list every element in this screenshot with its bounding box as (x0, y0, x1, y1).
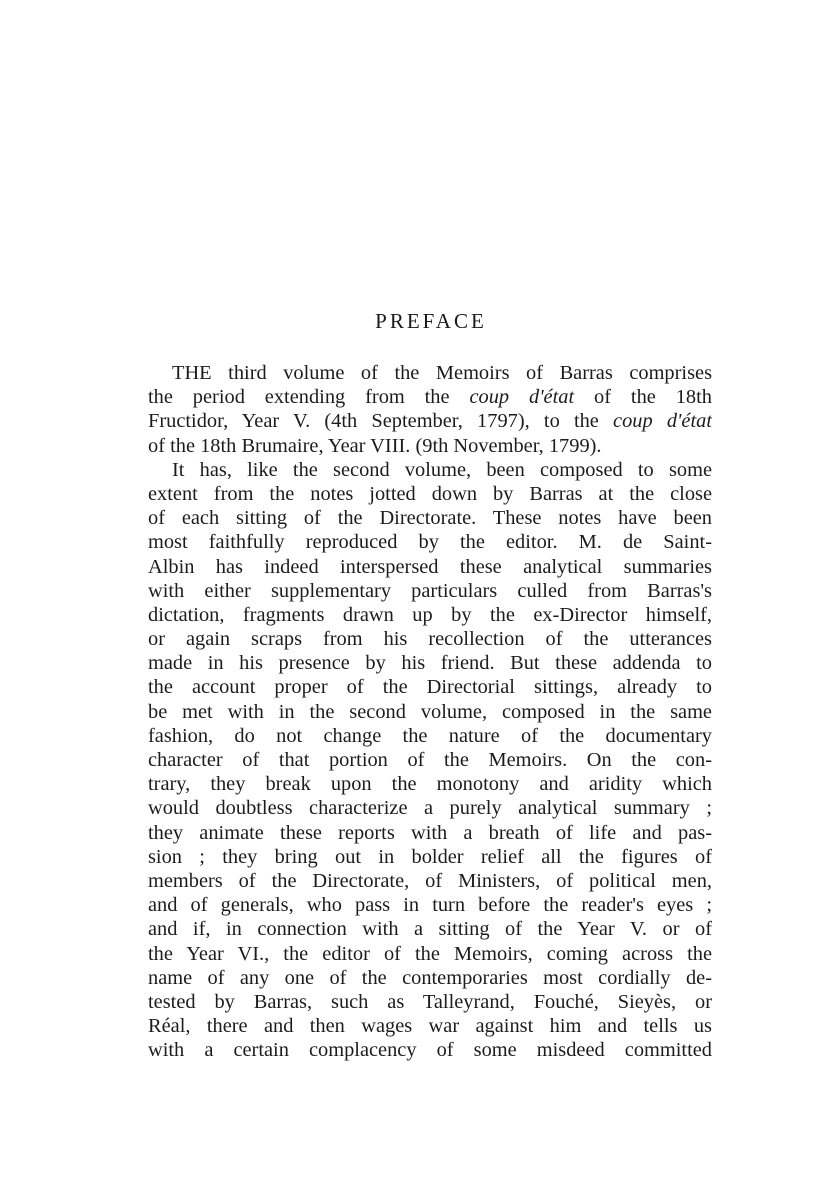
text-line: name of any one of the contemporaries most cordially de- (148, 966, 712, 989)
text-line: dictation, fragments drawn up by the ex-Director himself, (148, 603, 712, 626)
text-line: and of generals, who pass in turn before the reader's eyes ; (148, 894, 712, 917)
page-heading: PREFACE (375, 309, 487, 333)
italic-phrase: coup d'état (613, 410, 712, 433)
text-line: sion ; they bring out in bolder relief all the figures of (148, 845, 712, 868)
text-line: It has, like the second volume, been composed to some (172, 458, 712, 481)
text-line: of the 18th Brumaire, Year VIII. (9th November, 1799). (148, 434, 602, 457)
text-line: trary, they break upon the monotony and aridity which (148, 773, 712, 796)
text-line: and if, in connection with a sitting of the Year V. or of (148, 918, 712, 941)
lead-word: THE (172, 362, 212, 384)
line-text: Fructidor, Year V. (4th September, 1797), to the (148, 410, 614, 433)
text-line: with a certain complacency of some misdeed committed (148, 1039, 712, 1062)
text-line: they animate these reports with a breath of life and pas- (148, 821, 712, 844)
italic-phrase: coup d'état (469, 386, 575, 409)
line-text: third volume of the Memoirs of Barras comprises (211, 362, 712, 384)
text-line: Albin has indeed interspersed these analytical summaries (148, 555, 712, 578)
text-line: extent from the notes jotted down by Barras at the close (148, 482, 712, 505)
text-line: character of that portion of the Memoirs. On the con- (148, 749, 712, 771)
text-line: would doubtless characterize a purely analytical summary ; (148, 797, 712, 820)
text-line: made in his presence by his friend. But these addenda to (148, 652, 712, 675)
text-line (148, 385, 712, 409)
text-line: of each sitting of the Directorate. These notes have been (148, 507, 712, 530)
text-line: the Year VI., the editor of the Memoirs, coming across the (148, 942, 712, 965)
line-text: the period extending from the (148, 386, 470, 409)
text-line: Réal, there and then wages war against him and tells us (148, 1015, 712, 1038)
preface-body (148, 361, 712, 1062)
text-line (148, 409, 712, 433)
text-line: or again scraps from his recollection of the utterances (148, 628, 712, 651)
line-text: of the 18th (574, 386, 712, 409)
text-line (148, 361, 712, 385)
text-line: most faithfully reproduced by the editor. M. de Saint- (148, 531, 712, 554)
text-line: with either supplementary particulars culled from Barras's (148, 579, 712, 602)
text-line: be met with in the second volume, composed in the same (148, 700, 712, 723)
text-line: tested by Barras, such as Talleyrand, Fouché, Sieyès, or (148, 990, 712, 1013)
text-line: fashion, do not change the nature of the documentary (148, 724, 712, 747)
text-line: members of the Directorate, of Ministers, of political men, (148, 869, 712, 892)
text-line: the account proper of the Directorial sittings, already to (148, 676, 712, 699)
